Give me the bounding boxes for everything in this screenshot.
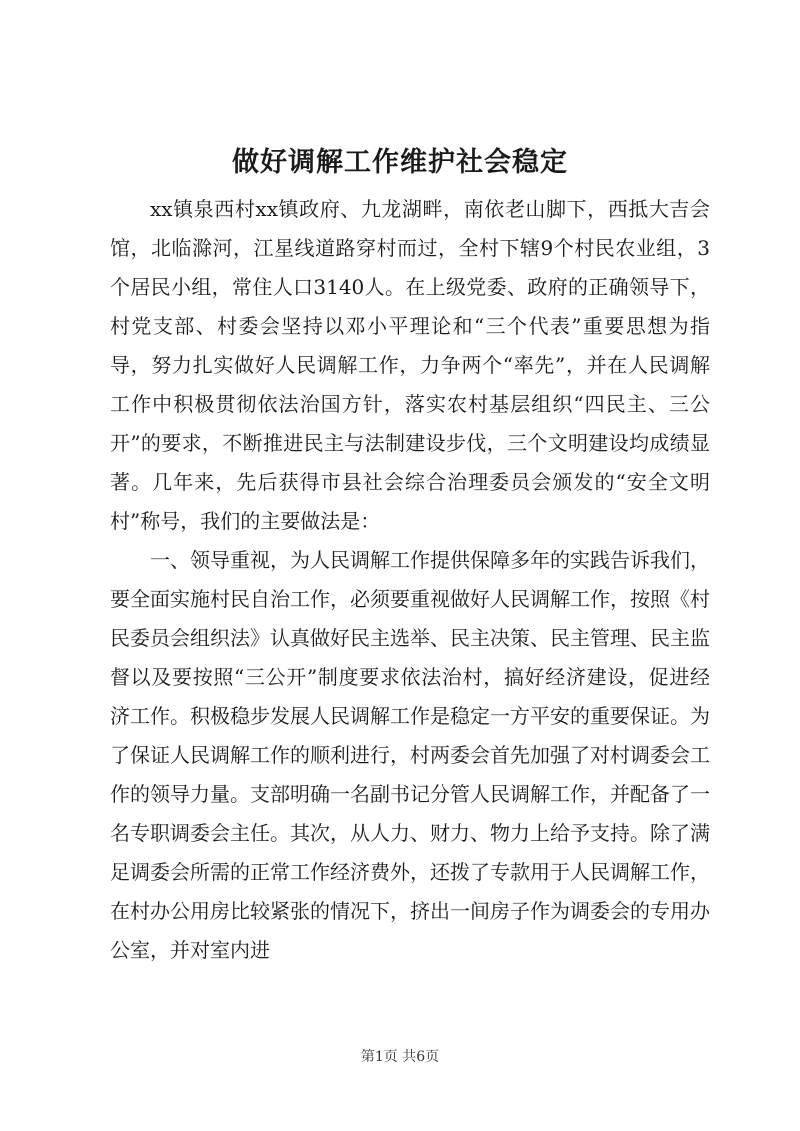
document-title: 做好调解工作维护社会稳定 bbox=[232, 147, 568, 178]
document-body bbox=[110, 190, 710, 970]
paragraph-intro: xx镇泉西村xx镇政府、九龙湖畔，南依老山脚下，西抵大吉会馆，北临滁河，江星线道路穿村而过，全村下辖9个村民农业组，3个居民小组，常住人口3140人。在上级党委、政府的正确领导下，村党支部、村委会坚持以邓小平理论和“三个代表”重要思想为指导，努力扎实做好人民调解工作，力争两个“率先”，并在人民调解工作中积极贯彻依法治国方针，落实农村基层组织“四民主、三公开”的要求，不断推进民主与法制建设步伐，三个文明建设均成绩显著。几年来，先后获得市县社会综合治理委员会颁发的“安全文明村”称号，我们的主要做法是： bbox=[110, 197, 710, 533]
page-footer: 第1页 共6页 bbox=[360, 1049, 440, 1065]
paragraph-section-one: 一、领导重视，为人民调解工作提供保障多年的实践告诉我们，要全面实施村民自治工作，必须要重视做好人民调解工作，按照《村民委员会组织法》认真做好民主选举、民主决策、民主管理、民主监督以及要按照“三公开”制度要求依法治村，搞好经济建设，促进经济工作。积极稳步发展人民调解工作是稳定一方平安的重要保证。为了保证人民调解工作的顺利进行，村两委会首先加强了对村调委会工作的领导力量。支部明确一名副书记分管人民调解工作，并配备了一名专职调委会主任。其次，从人力、财力、物力上给予支持。除了满足调委会所需的正常工作经济费外，还拨了专款用于人民调解工作，在村办公用房比较紧张的情况下，挤出一间房子作为调委会的专用办公室，并对室内进 bbox=[110, 548, 710, 962]
